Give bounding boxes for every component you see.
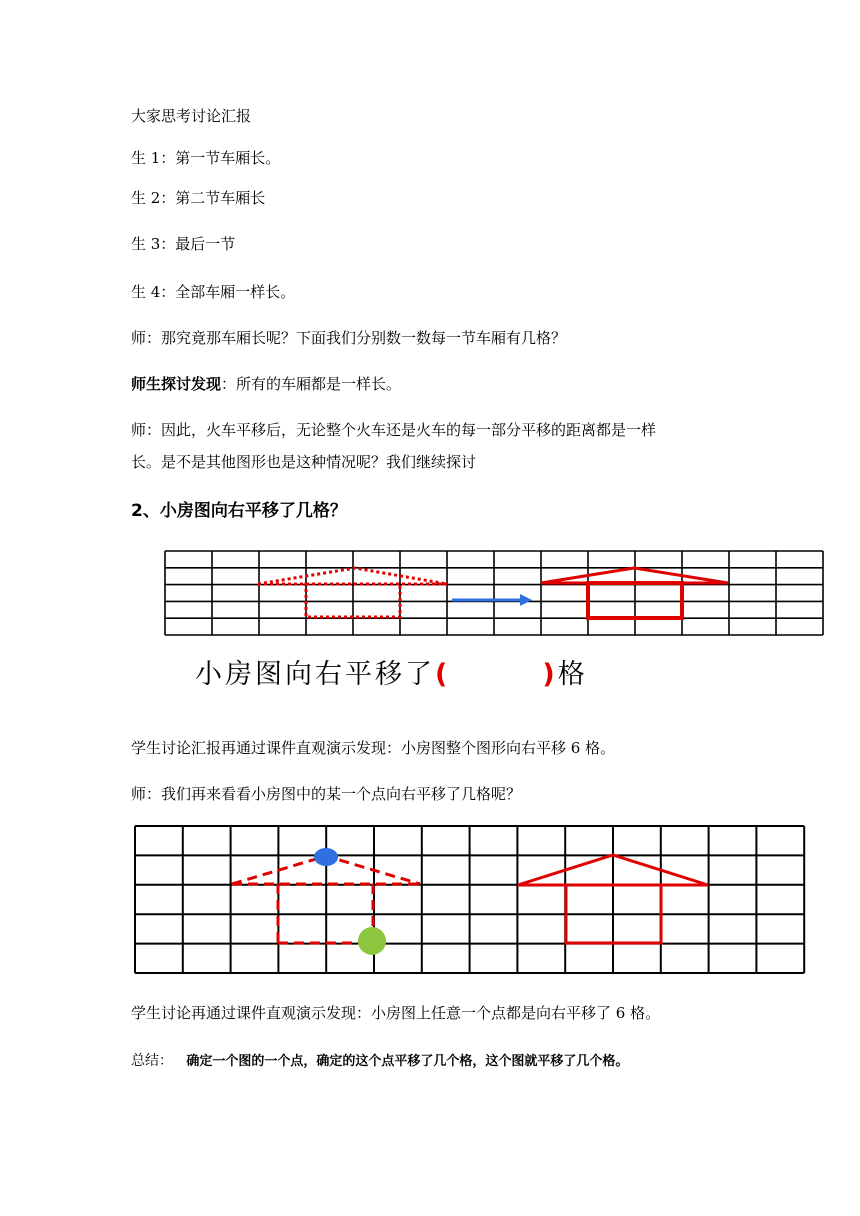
text-line-2: 生 1：第一节车厢长。 (131, 149, 281, 167)
summary-label: 总结： (131, 1053, 173, 1069)
conclusion-line-2: 长。是不是其他图形也是这种情况呢？我们继续探讨 (131, 453, 477, 471)
conclusion-line-1: 师：因此，火车平移后，无论整个火车还是火车的每一部分平移的距离都是一样 (131, 421, 657, 439)
caption-text: 小房图向右平移了 (195, 659, 435, 690)
para-after-2: 师：我们再来看看小房图中的某一个点向右平移了几格呢？ (131, 785, 522, 803)
caption-suffix: 格 (557, 659, 588, 690)
summary-text: 确定一个图的一个点，确定的这个点平移了几个格，这个图就平移了几个格。 (186, 1054, 629, 1069)
grid-1 (165, 551, 823, 635)
para-after-3: 学生讨论再通过课件直观演示发现：小房图上任意一个点都是向右平移了 6 格。 (131, 1004, 661, 1022)
text-line-4: 生 3：最后一节 (131, 235, 236, 253)
green-point (358, 927, 386, 955)
caption-open-paren: ( (435, 659, 451, 690)
grid-2 (135, 826, 804, 973)
section-title: 2、小房图向右平移了几格？ (131, 501, 347, 521)
text-line-3: 生 2：第二节车厢长 (131, 189, 266, 207)
text-line-6: 师：那究竟那车厢长呢？下面我们分别数一数每一节车厢有几格？ (131, 329, 567, 347)
figure-caption (195, 652, 588, 691)
discovery-text: ：所有的车厢都是一样长。 (221, 375, 402, 393)
summary-line (131, 1050, 628, 1070)
caption-close-paren: ) (542, 659, 558, 690)
blue-point (314, 848, 338, 866)
text-line-5: 生 4：全部车厢一样长。 (131, 283, 296, 301)
move-arrow (452, 594, 532, 606)
discovery-label: 师生探讨发现 (131, 375, 222, 393)
para-after-1: 学生讨论汇报再通过课件直观演示发现：小房图整个图形向右平移 6 格。 (131, 739, 616, 757)
text-line-1: 大家思考讨论汇报 (131, 107, 252, 125)
